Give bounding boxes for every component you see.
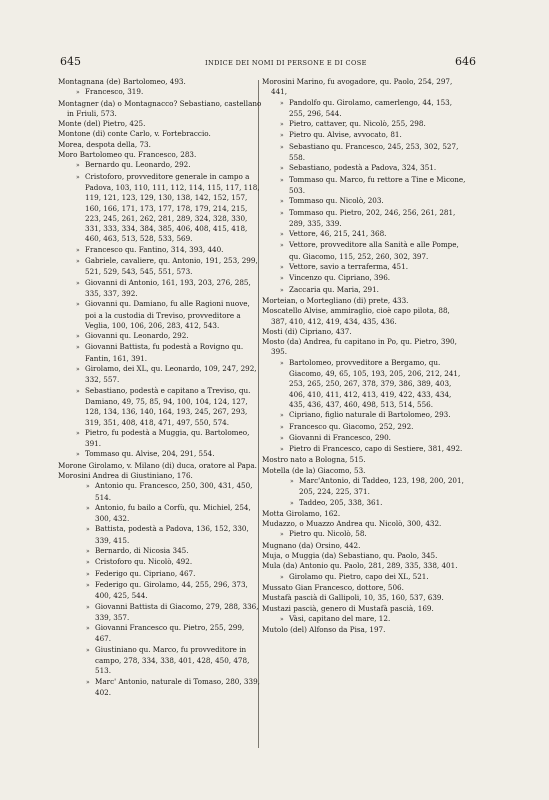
running-title: INDICE DEI NOMI DI PERSONE E DI COSE xyxy=(205,59,367,67)
index-entry-text: Mugnano (da) Orsino, 442. xyxy=(262,540,361,550)
index-entry xyxy=(58,87,262,98)
index-entry-text: Motella (de la) Giacomo, 53. xyxy=(262,465,366,475)
ditto-mark: » xyxy=(280,198,284,206)
ditto-mark: » xyxy=(86,504,90,512)
index-entry xyxy=(58,150,262,160)
index-entry-text: Sebastiano qu. Francesco, 245, 253, 302, 527, 558. xyxy=(289,141,459,163)
index-entry xyxy=(262,142,466,164)
index-entry xyxy=(58,245,262,256)
index-entry-text: Moscatello Alvise, ammiraglio, cioè capo pilota, 88, 387, 410, 412, 419, 434, 435, 436. xyxy=(262,306,450,326)
ditto-mark: » xyxy=(280,286,284,294)
index-entry xyxy=(262,196,466,207)
ditto-mark: » xyxy=(280,209,284,217)
index-entry xyxy=(58,428,262,450)
index-entry xyxy=(262,593,466,603)
index-entry-text: Sebastiano, podestà a Padova, 324, 351. xyxy=(289,163,437,173)
index-entry xyxy=(58,580,262,602)
index-entry-text: Cipriano, figlio naturale di Bartolomeo, 293. xyxy=(289,410,451,420)
ditto-mark: » xyxy=(280,531,284,539)
index-entry xyxy=(262,614,466,625)
index-entry-text: Giovanni di Francesco, 290. xyxy=(289,432,391,442)
index-entry xyxy=(262,551,466,561)
ditto-mark: » xyxy=(280,165,284,173)
index-entry-text: Marc'Antonio, di Taddeo, 123, 198, 200, 201, 205, 224, 225, 371. xyxy=(299,475,464,497)
index-entry xyxy=(262,519,466,529)
index-entry xyxy=(262,422,466,433)
index-entry-text: Pietro qu. Alvise, avvocato, 81. xyxy=(289,130,402,140)
page-number-left: 645 xyxy=(60,55,81,68)
index-entry-text: Vincenzo qu. Cipriano, 396. xyxy=(289,273,391,283)
index-entry xyxy=(58,524,262,546)
index-entry xyxy=(58,77,262,87)
index-entry xyxy=(262,625,466,635)
index-entry-text: Muja, o Muggia (da) Sebastiano, qu. Paolo, 345. xyxy=(262,551,438,561)
index-entry-text: Montone (di) conte Carlo, v. Fortebraccio. xyxy=(58,129,211,139)
index-entry-text: Francesco, 319. xyxy=(85,87,144,97)
ditto-mark: » xyxy=(280,615,284,623)
ditto-mark: » xyxy=(76,89,80,97)
index-entry xyxy=(262,541,466,551)
index-entry xyxy=(262,561,466,571)
index-entry xyxy=(262,229,466,240)
index-entry-text: Pietro qu. Nicolò, 58. xyxy=(289,529,367,539)
index-entry-text: Pietro, fu podestà a Muggia, qu. Bartolomeo, 391. xyxy=(85,427,250,449)
index-entry-text: Morteian, o Morteglianο (di) prete, 433. xyxy=(262,295,409,305)
index-entry xyxy=(58,503,262,525)
index-entry xyxy=(58,602,262,624)
index-entry-text: Mussato Gian Francesco, dottore, 506. xyxy=(262,582,404,592)
index-entry-text: Francesco qu. Fantino, 314, 393, 440. xyxy=(85,244,224,254)
ditto-mark: » xyxy=(76,162,80,170)
index-entry-text: Antonio, fu bailo a Corfù, qu. Michiel, 254, 300, 432. xyxy=(95,502,251,524)
index-entry-text: Pietro di Francesco, capo di Sestiere, 381, 492. xyxy=(289,444,463,454)
ditto-mark: » xyxy=(280,423,284,431)
index-entry xyxy=(58,299,262,331)
index-entry-text: Bernardo qu. Leonardo, 292. xyxy=(85,160,191,170)
ditto-mark: » xyxy=(280,434,284,442)
index-entry xyxy=(262,119,466,130)
ditto-mark: » xyxy=(86,678,90,686)
ditto-mark: » xyxy=(280,359,284,367)
index-entry xyxy=(262,327,466,337)
index-entry-text: Bartolomeo, provveditore a Bergamo, qu. Giacomo, 49, 65, 105, 193, 205, 206, 212, 241, 253, 265, 250, 267, 378, 379, 386, 389, 403, 406, 410, 411, 412, 413, 419, 422, 433, 434, 435, 436, 437, 460, 498, 513, 514, 556. xyxy=(289,357,461,409)
ditto-mark: » xyxy=(76,429,80,437)
index-column-right xyxy=(262,77,466,635)
index-entry-text: Mustafà pascià di Gallipoli, 10, 35, 160, 537, 639. xyxy=(262,593,444,603)
index-entry xyxy=(58,557,262,568)
index-entry-text: Mosti (di) Cipriano, 437. xyxy=(262,326,352,336)
ditto-mark: » xyxy=(86,548,90,556)
index-entry-text: Giovanni Francesco qu. Pietro, 255, 299, 467. xyxy=(95,623,245,644)
index-entry-text: Cristoforo, provveditore generale in campo a Padova, 103, 110, 111, 112, 114, 115, 117, 118, 119, 121, 123, 129, 130, 138, 142, 152, 157, 160, 166, 171, 173, 177, 178, 179, 214, 215, 223, 245, 261, 262, 281, 289, 324, 328, 330, 331, 333, 334, 384, 385, 406, 408, 415, 418, 460, 463, 513, 528, 533, 569. xyxy=(85,171,260,244)
ditto-mark: » xyxy=(76,333,80,341)
index-entry-text: Vettore, provveditore alla Sanità e alle Pompe, qu. Giacomo, 115, 252, 260, 302, 397. xyxy=(289,240,459,261)
ditto-mark: » xyxy=(280,231,284,239)
index-entry xyxy=(58,623,262,645)
ditto-mark: » xyxy=(76,279,80,287)
index-entry-text: Morosini Andrea di Giustiniano, 176. xyxy=(58,470,193,480)
ditto-mark: » xyxy=(76,451,80,459)
index-entry-text: Moro Bartolomeo qu. Francesco, 283. xyxy=(58,150,197,160)
index-column-left xyxy=(58,77,262,698)
ditto-mark: » xyxy=(76,387,80,395)
ditto-mark: » xyxy=(280,446,284,454)
ditto-mark: » xyxy=(280,176,284,184)
index-entry-text: Zaccaria qu. Maria, 291. xyxy=(289,284,379,294)
index-entry-text: Giovanni qu. Damiano, fu alle Ragioni nuove, poi a la custodia di Treviso, provveditore a Veglia, 100, 106, 206, 283, 412, 543. xyxy=(85,299,250,330)
index-entry xyxy=(262,208,466,230)
index-entry-text: Girolamo qu. Pietro, capo dei XL, 521. xyxy=(289,571,429,581)
index-entry-text: Gabriele, cavaliere, qu. Antonio, 191, 253, 299, 521, 529, 543, 545, 551, 573. xyxy=(85,256,258,277)
ditto-mark: » xyxy=(280,99,284,107)
index-entry xyxy=(262,455,466,465)
index-entry xyxy=(262,240,466,262)
index-entry-text: Girolamo, dei XL, qu. Leonardo, 109, 247, 292, 332, 557. xyxy=(85,364,257,385)
index-entry-text: Morone Girolamo, v. Milano (di) duca, oratore al Papa. xyxy=(58,460,257,470)
ditto-mark: » xyxy=(280,143,284,151)
index-entry xyxy=(262,262,466,273)
index-entry-text: Federigo qu. Cipriano, 467. xyxy=(95,568,196,578)
index-entry xyxy=(262,466,466,476)
index-entry xyxy=(262,410,466,421)
index-entry-text: Vettore, savio a terraferma, 451. xyxy=(289,262,408,272)
index-entry xyxy=(262,498,466,509)
index-entry xyxy=(262,163,466,174)
index-entry xyxy=(58,129,262,139)
ditto-mark: » xyxy=(290,477,294,485)
index-entry-text: Morosini Marino, fu avogadore, qu. Paolo, 254, 297, 441, xyxy=(262,77,453,97)
index-entry xyxy=(58,546,262,557)
index-entry-text: Mustazi pascià, genero di Mustafà pascià, 169. xyxy=(262,603,434,613)
page-number-right: 646 xyxy=(455,55,476,68)
index-entry-text: Tommaso qu. Pietro, 202, 246, 256, 261, 281, 289, 335, 339. xyxy=(289,207,456,228)
index-entry-text: Tommaso qu. Nicolò, 203. xyxy=(289,196,384,206)
ditto-mark: » xyxy=(86,581,90,589)
ditto-mark: » xyxy=(280,132,284,140)
index-entry xyxy=(58,449,262,460)
index-entry-text: Giovanni Battista, fu podestà a Rovigno qu. Fantin, 161, 391. xyxy=(85,342,244,363)
ditto-mark: » xyxy=(86,526,90,534)
index-entry xyxy=(58,481,262,503)
index-entry-text: Mostro nato a Bologna, 515. xyxy=(262,455,366,465)
index-entry-text: Pietro, cattaver, qu. Nicolò, 255, 298. xyxy=(289,119,426,129)
index-entry xyxy=(262,130,466,141)
index-entry xyxy=(58,645,262,677)
index-entry-text: Mutolo (del) Alfonso da Pisa, 197. xyxy=(262,625,386,635)
index-entry xyxy=(262,306,466,327)
index-entry-text: Tommaso qu. Marco, fu rettore a Tine e Micone, 503. xyxy=(289,174,466,195)
index-entry xyxy=(262,98,466,120)
ditto-mark: » xyxy=(86,646,90,654)
ditto-mark: » xyxy=(76,366,80,374)
index-entry xyxy=(262,604,466,614)
index-entry xyxy=(262,529,466,540)
index-entry xyxy=(58,342,262,364)
index-entry xyxy=(262,583,466,593)
index-entry-text: Cristoforo qu. Nicolò, 492. xyxy=(95,557,193,567)
ditto-mark: » xyxy=(76,344,80,352)
index-entry-text: Marc' Antonio, naturale di Tomaso, 280, 339, 402. xyxy=(95,676,260,697)
index-entry-text: Mosto (da) Andrea, fu capitano in Po, qu. Pietro, 390, 395. xyxy=(262,337,457,357)
index-entry-text: Vettore, 46, 215, 241, 368. xyxy=(289,229,387,239)
index-entry xyxy=(58,160,262,171)
index-entry-text: Giustiniano qu. Marco, fu provveditore in campo, 278, 334, 338, 401, 428, 450, 478, 513. xyxy=(95,644,250,676)
index-entry xyxy=(262,77,466,98)
index-entry xyxy=(58,461,262,471)
index-entry-text: Vàsi, capitano del mare, 12. xyxy=(289,613,391,623)
index-entry xyxy=(262,175,466,197)
index-entry xyxy=(58,278,262,300)
ditto-mark: » xyxy=(280,412,284,420)
index-entry xyxy=(262,444,466,455)
index-entry-text: Mudazzo, o Muazzo Andrea qu. Nicolò, 300, 432. xyxy=(262,519,442,529)
ditto-mark: » xyxy=(86,625,90,633)
ditto-mark: » xyxy=(86,483,90,491)
index-entry xyxy=(58,256,262,278)
ditto-mark: » xyxy=(76,173,80,181)
index-entry-text: Francesco qu. Giacomo, 252, 292. xyxy=(289,421,414,431)
index-entry-text: Giovanni Battista di Giacomo, 279, 288, 336, 339, 357. xyxy=(95,601,259,622)
index-entry-text: Giovanni di Antonio, 161, 193, 203, 276, 285, 335, 337, 392. xyxy=(85,277,251,298)
ditto-mark: » xyxy=(76,246,80,254)
ditto-mark: » xyxy=(280,264,284,272)
index-entry xyxy=(58,119,262,129)
ditto-mark: » xyxy=(86,570,90,578)
index-entry-text: Giovanni qu. Leonardo, 292. xyxy=(85,331,189,341)
ditto-mark: » xyxy=(280,242,284,250)
index-entry xyxy=(58,471,262,481)
index-entry-text: Mula (da) Antonio qu. Paolo, 281, 289, 335, 338, 401. xyxy=(262,561,458,571)
index-entry xyxy=(262,285,466,296)
ditto-mark: » xyxy=(86,559,90,567)
ditto-mark: » xyxy=(76,258,80,266)
ditto-mark: » xyxy=(280,121,284,129)
ditto-mark: » xyxy=(86,603,90,611)
ditto-mark: » xyxy=(280,275,284,283)
index-entry-text: Battista, podestà a Padova, 136, 152, 330, 339, 415. xyxy=(95,524,249,545)
index-entry xyxy=(262,509,466,519)
index-entry-text: Motta Girolamo, 162. xyxy=(262,508,341,518)
index-entry xyxy=(262,433,466,444)
index-entry-text: Monte (del) Pietro, 425. xyxy=(58,119,146,129)
index-entry-text: Taddeo, 205, 338, 361. xyxy=(299,497,383,507)
index-entry xyxy=(262,337,466,358)
index-entry-text: Sebastiano, podestà e capitano a Treviso, qu. Damiano, 49, 75, 85, 94, 100, 104, 124, 127, 128, 134, 136, 140, 164, 193, 245, 267, 293, 319, 351, 408, 418, 471, 497, 550, 574. xyxy=(85,385,251,427)
index-entry xyxy=(262,476,466,498)
index-entry xyxy=(58,364,262,386)
index-entry xyxy=(58,569,262,580)
ditto-mark: » xyxy=(76,301,80,309)
index-entry xyxy=(58,140,262,150)
index-entry-text: Antonio qu. Francesco, 250, 300, 431, 450, 514. xyxy=(95,481,253,502)
index-entry xyxy=(58,331,262,342)
index-entry xyxy=(58,172,262,245)
index-entry-text: Bernardo, di Nicosia 345. xyxy=(95,546,189,556)
index-entry-text: Pandolfo qu. Girolamo, camerlengo, 44, 153, 255, 296, 544. xyxy=(289,97,453,118)
index-entry xyxy=(262,572,466,583)
index-entry xyxy=(262,296,466,306)
ditto-mark: » xyxy=(290,499,294,507)
index-entry-text: Montagnana (de) Bartolomeo, 493. xyxy=(58,77,186,86)
index-entry xyxy=(58,99,262,120)
index-entry xyxy=(262,273,466,284)
index-entry xyxy=(262,358,466,410)
index-entry xyxy=(58,677,262,699)
ditto-mark: » xyxy=(280,573,284,581)
index-entry-text: Federigo qu. Girolamo, 44, 255, 296, 373, 400, 425, 544. xyxy=(95,579,248,601)
index-entry-text: Morea, despota della, 73. xyxy=(58,139,151,149)
index-entry-text: Montagner (da) o Montagnacco? Sebastiano, castellano in Friuli, 573. xyxy=(58,98,262,118)
index-entry xyxy=(58,386,262,428)
index-entry-text: Tommaso qu. Alvise, 204, 291, 554. xyxy=(85,449,215,459)
